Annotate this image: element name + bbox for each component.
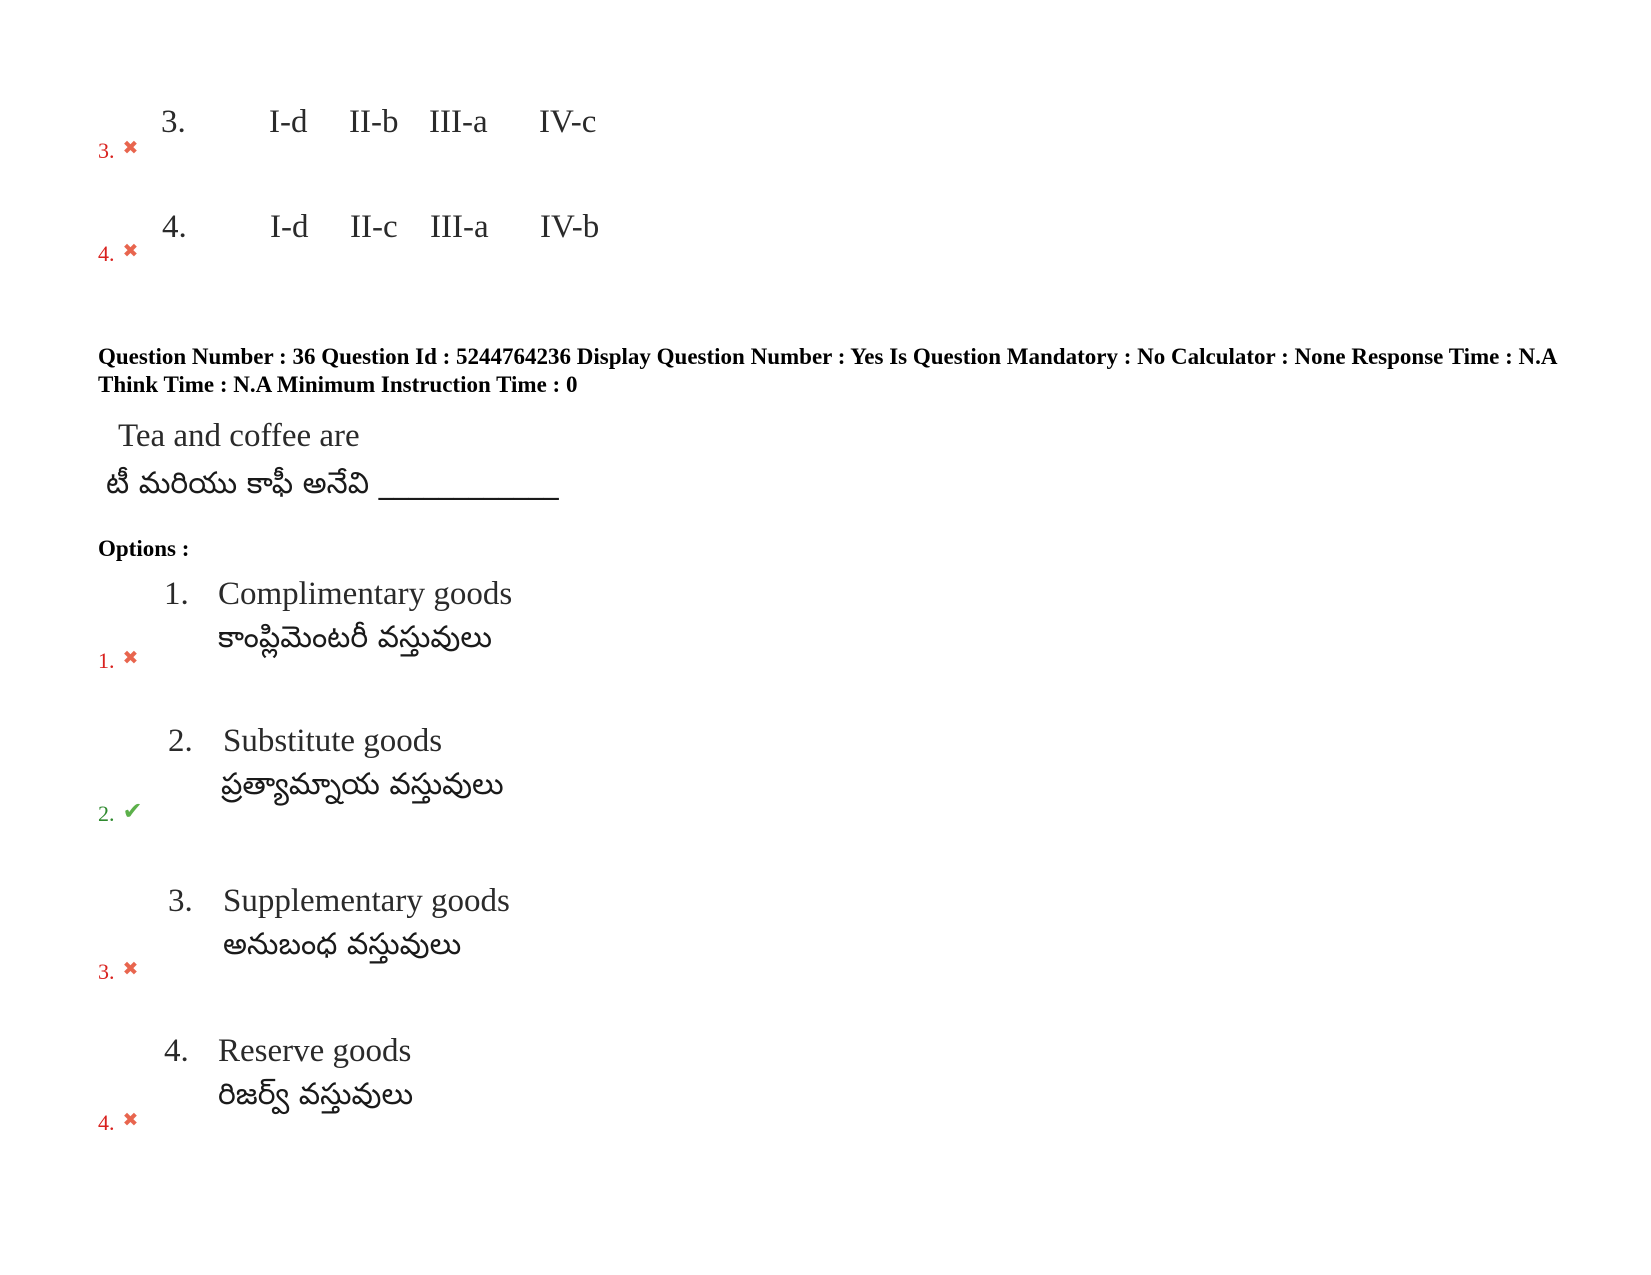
wrong-cross-icon: ✖ [122, 241, 139, 262]
option-4-text-te: రిజర్వ్ వస్తువులు [218, 1077, 414, 1112]
question-meta: Question Number : 36 Question Id : 5244764236 Display Question Number : Yes Is Question Mandatory : No Calculator : None Response Time : N.A Think Time : N.A Minimum Instruction Time : 0 [98, 344, 1557, 397]
option-4-number: 4. [164, 1033, 189, 1069]
prev-option-4-number: 4. [162, 209, 187, 245]
option-2-text-en: Substitute goods [223, 723, 443, 759]
option-3-text-te: అనుబంధ వస్తువులు [223, 927, 462, 962]
wrong-cross-icon: ✖ [122, 959, 139, 980]
option-1-marker [98, 647, 138, 673]
match-cell: I-d [269, 104, 308, 140]
marker-number: 3. [98, 959, 115, 984]
marker-number: 1. [98, 648, 115, 673]
correct-check-icon: ✔ [122, 799, 143, 825]
question-text-te: టీ మరియు కాఫీ అనేవి ____________ [106, 466, 559, 501]
option-2-text-te: ప్రత్యామ్నాయ వస్తువులు [221, 767, 504, 802]
match-cell: IV-c [539, 104, 597, 140]
option-4-text-en: Reserve goods [218, 1033, 412, 1069]
prev-option-4-marker [98, 240, 138, 266]
option-3-marker [98, 958, 138, 984]
prev-option-3-number: 3. [161, 104, 186, 140]
option-1-text-en: Complimentary goods [218, 576, 513, 612]
option-4-marker [98, 1109, 138, 1135]
marker-number: 3. [98, 138, 115, 163]
option-2-number: 2. [168, 723, 193, 759]
wrong-cross-icon: ✖ [122, 1110, 139, 1131]
prev-option-3-image [161, 103, 641, 143]
option-1-text-te: కాంప్లిమెంటరీ వస్తువులు [218, 620, 493, 655]
wrong-cross-icon: ✖ [122, 138, 139, 159]
wrong-cross-icon: ✖ [122, 648, 139, 669]
option-3-text-en: Supplementary goods [223, 883, 510, 919]
marker-number: 4. [98, 241, 115, 266]
match-cell: II-b [349, 104, 399, 140]
match-cell: IV-b [540, 209, 600, 245]
option-3-number: 3. [168, 883, 193, 919]
prev-option-4-image [162, 208, 642, 248]
match-cell: I-d [270, 209, 309, 245]
option-1-number: 1. [164, 576, 189, 612]
marker-number: 2. [98, 801, 115, 826]
match-cell: III-a [430, 209, 489, 245]
prev-option-3-marker [98, 137, 138, 163]
option-2-marker [98, 800, 143, 826]
match-cell: II-c [350, 209, 398, 245]
match-cell: III-a [429, 104, 488, 140]
marker-number: 4. [98, 1110, 115, 1135]
question-text-en: Tea and coffee are [118, 418, 360, 454]
options-label: Options : [98, 536, 190, 561]
